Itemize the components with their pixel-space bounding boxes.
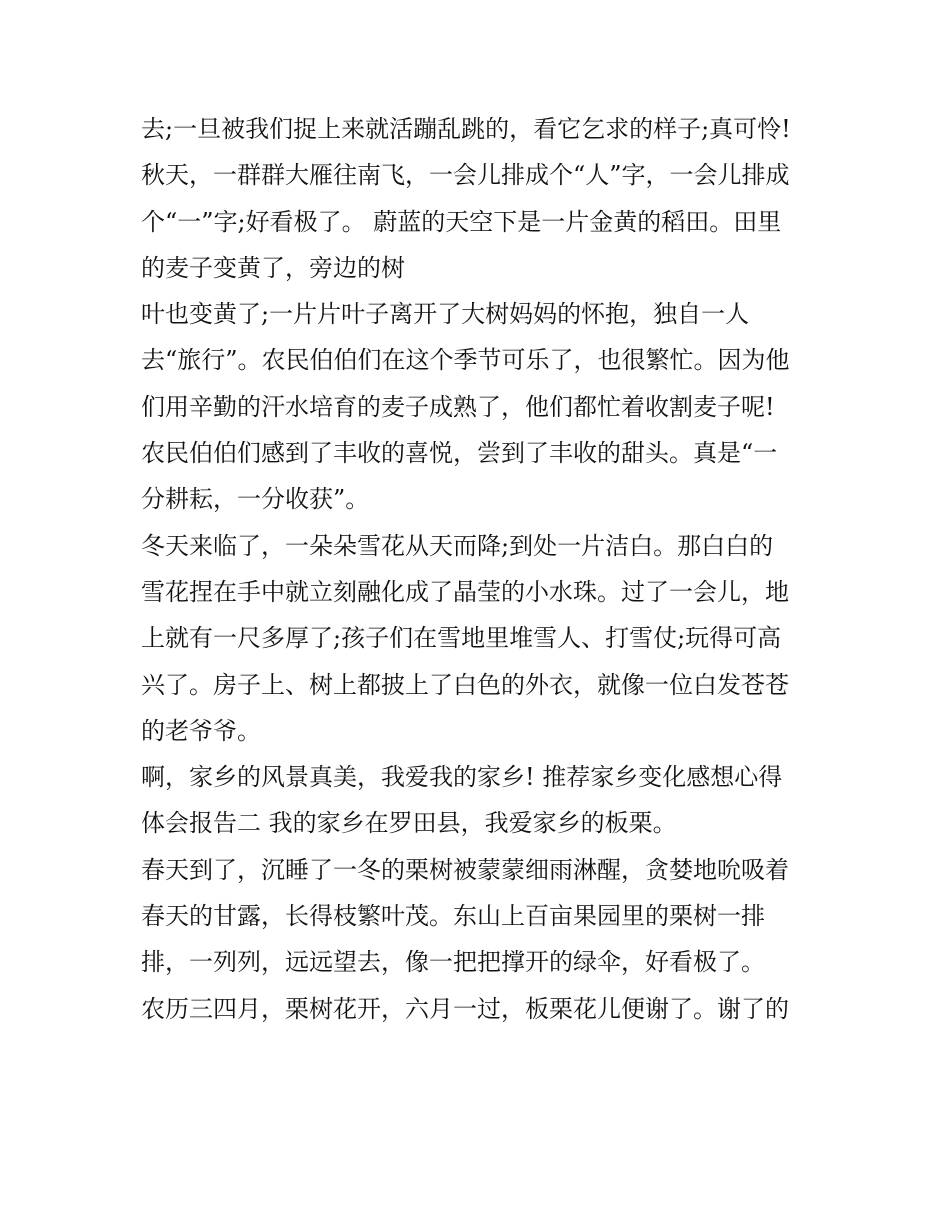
text-line: 啊，家乡的风景真美，我爱我的家乡! 推荐家乡变化感想心得 <box>141 763 783 792</box>
text-line: 上就有一尺多厚了;孩子们在雪地里堆雪人、打雪仗;玩得可高 <box>141 624 782 653</box>
text-line: 春天的甘露，长得枝繁叶茂。东山上百亩果园里的栗树一排 <box>141 902 765 931</box>
text-line: 兴了。房子上、树上都披上了白色的外衣，就像一位白发苍苍 <box>141 670 789 699</box>
text-line: 的麦子变黄了，旁边的树 <box>141 253 405 282</box>
text-line: 去;一旦被我们捉上来就活蹦乱跳的，看它乞求的样子;真可怜! <box>141 115 791 143</box>
text-line: 的老爷爷。 <box>141 716 261 745</box>
text-line: 雪花捏在手中就立刻融化成了晶莹的小水珠。过了一会儿，地 <box>141 577 789 606</box>
text-line: 去“旅行”。农民伯伯们在这个季节可乐了，也很繁忙。因为他 <box>141 346 790 375</box>
text-line: 春天到了，沉睡了一冬的栗树被蒙蒙细雨淋醒，贪婪地吮吸着 <box>141 855 789 884</box>
text-line: 分耕耘，一分收获”。 <box>141 485 370 514</box>
body-text <box>141 106 821 1032</box>
text-line: 排，一列列，远远望去，像一把把撑开的绿伞，好看极了。 <box>141 948 765 977</box>
text-line: 农民伯伯们感到了丰收的喜悦，尝到了丰收的甜头。真是“一 <box>141 439 778 468</box>
text-line: 体会报告二 我的家乡在罗田县，我爱家乡的板栗。 <box>141 809 677 838</box>
text-line: 叶也变黄了;一片片叶子离开了大树妈妈的怀抱，独自一人 <box>141 300 750 329</box>
text-line: 们用辛勤的汗水培育的麦子成熟了，他们都忙着收割麦子呢! <box>141 392 775 421</box>
text-line: 秋天，一群群大雁往南飞，一会儿排成个“人”字，一会儿排成 <box>141 161 790 190</box>
text-line: 农历三四月，栗树花开，六月一过，板栗花儿便谢了。谢了的 <box>141 994 789 1023</box>
text-line: 冬天来临了，一朵朵雪花从天而降;到处一片洁白。那白白的 <box>141 531 774 560</box>
text-line: 个“一”字;好看极了。 蔚蓝的天空下是一片金黄的稻田。田里 <box>141 207 782 236</box>
